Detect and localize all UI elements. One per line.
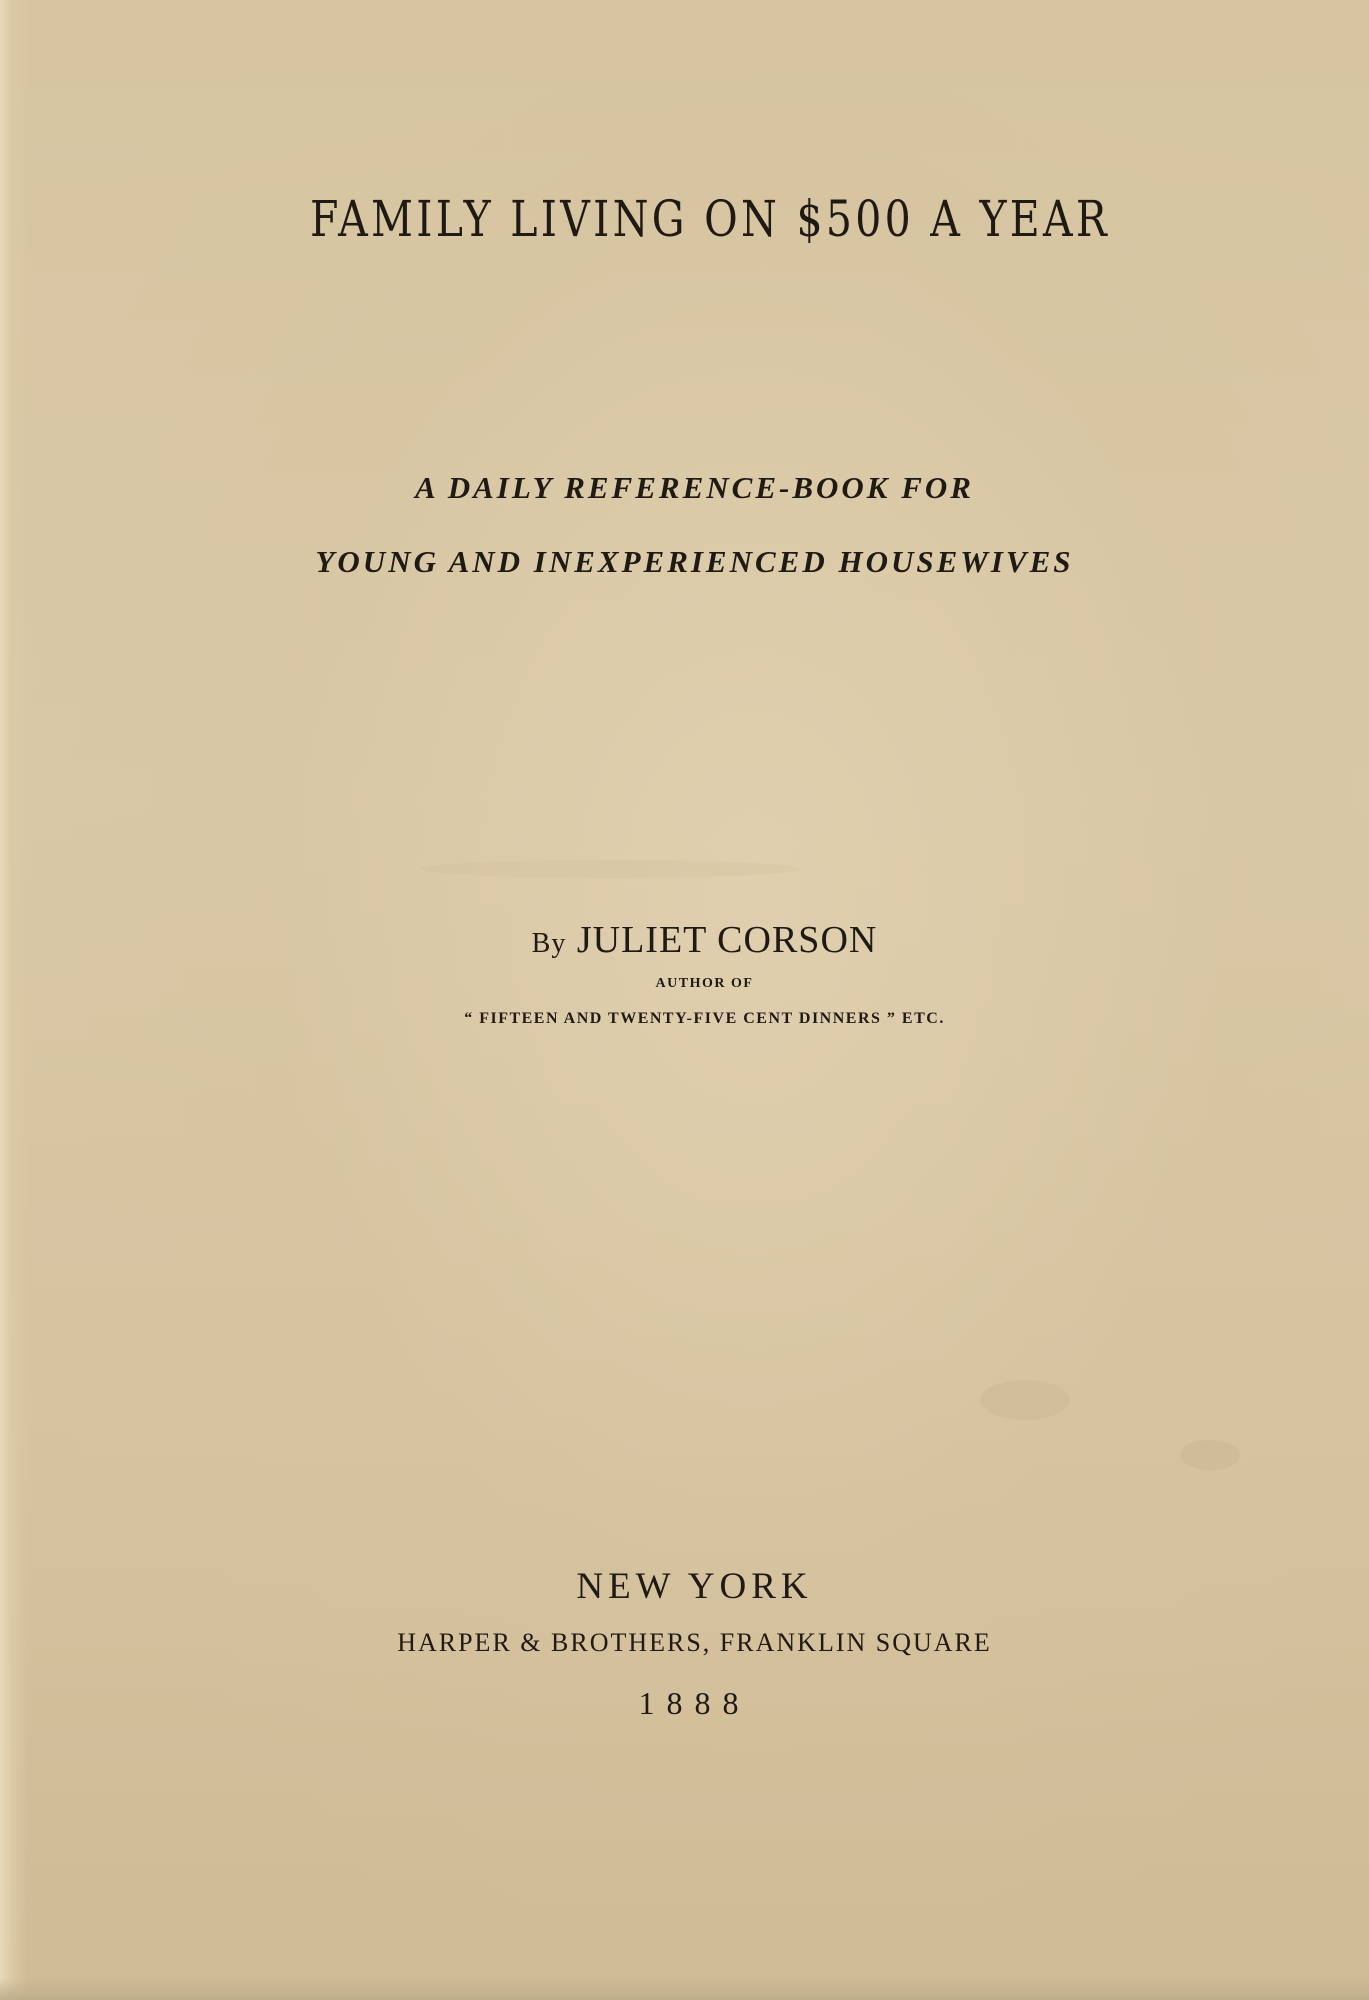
publication-year: 1888 xyxy=(638,1685,751,1721)
book-title: FAMILY LIVING ON $500 A YEAR xyxy=(309,190,1111,248)
author-byline xyxy=(20,918,1369,962)
page-bottom-edge xyxy=(0,1978,1369,2000)
publisher: HARPER & BROTHERS, FRANKLIN SQUARE xyxy=(397,1628,992,1657)
byline-prefix: By xyxy=(531,928,567,959)
subtitle-line-2: YOUNG AND INEXPERIENCED HOUSEWIVES xyxy=(315,544,1074,579)
paper-stain xyxy=(420,860,800,878)
author-name: JULIET CORSON xyxy=(576,919,878,961)
subtitle-line-1: A DAILY REFERENCE-BOOK FOR xyxy=(415,470,974,505)
paper-stain xyxy=(980,1380,1070,1420)
paper-stain xyxy=(1180,1440,1240,1470)
author-of-label: AUTHOR OF xyxy=(655,976,754,991)
other-works: “ FIFTEEN AND TWENTY-FIVE CENT DINNERS ” ETC. xyxy=(464,1010,945,1027)
publication-place: NEW YORK xyxy=(576,1566,813,1607)
